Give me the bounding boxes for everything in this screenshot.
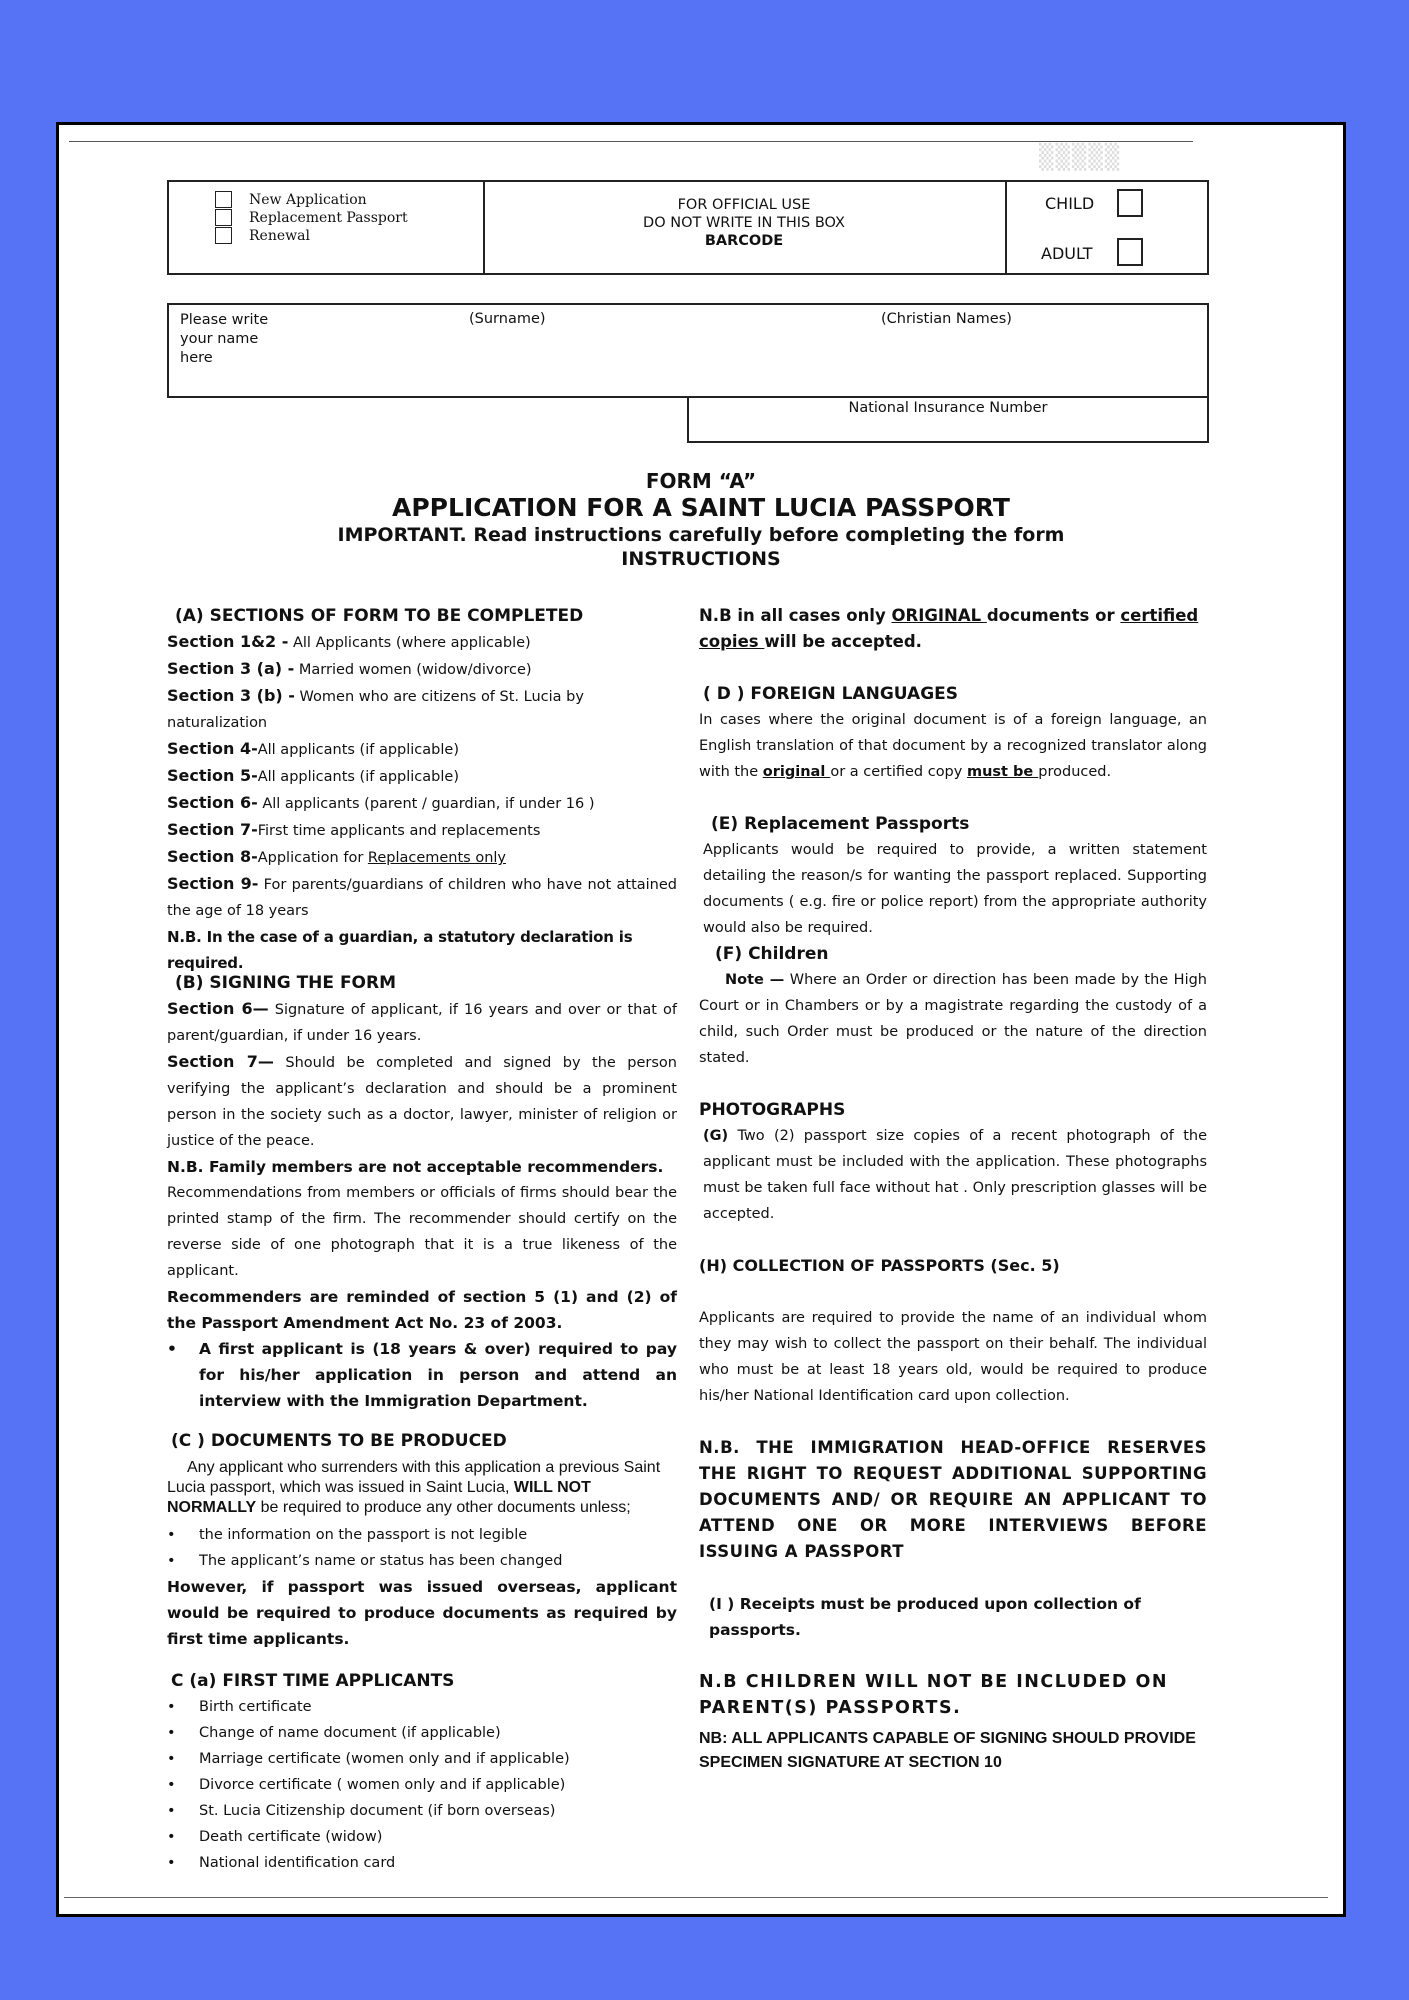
foreign-text-mid: or a certified copy — [830, 764, 967, 780]
renewal-label: Renewal — [249, 228, 310, 244]
receipts-note: (I ) Receipts must be produced upon collection of passports. — [709, 1595, 1141, 1639]
collection-text: Applicants are required to provide the name of an individual whom they may wish to collect the passport on their behalf. The individual who must be at least 18 years old, would be required to produce his/her National Identification card upon collection. — [699, 1310, 1207, 1404]
section-c-heading: (C ) DOCUMENTS TO BE PRODUCED — [171, 1431, 507, 1451]
form-a-heading: FORM “A” — [645, 469, 757, 493]
application-type-cell — [169, 182, 485, 273]
overseas-note: However, if passport was issued overseas, applicant would be required to produce documents as required by first time applicants. — [167, 1578, 677, 1648]
christian-names-label: (Christian Names) — [881, 311, 1012, 327]
replacements-only-text: Replacements only — [367, 850, 507, 866]
replacement-passport-label: Replacement Passport — [249, 210, 408, 226]
signature-note: NB: ALL APPLICANTS CAPABLE OF SIGNING SHOULD PROVIDE SPECIMEN SIGNATURE AT SECTION 10 — [699, 1730, 1196, 1771]
replacement-passport-checkbox[interactable] — [215, 209, 232, 226]
section-label: Section 3 (a) - — [167, 659, 295, 678]
serial-stamp: ▒▒▒▒▒ — [1039, 143, 1122, 171]
section-text: Signature of applicant, if 16 years and over or that of parent/guardian, if under 16 years. — [167, 1002, 678, 1044]
section-text: Application for — [257, 850, 368, 866]
application-type-box — [167, 180, 1209, 275]
section-line — [167, 817, 677, 844]
first-time-bullet: • Change of name document (if applicable) — [167, 1720, 677, 1746]
name-box[interactable] — [167, 303, 1209, 398]
note-label: Note — — [725, 972, 785, 988]
will-not-normally-text: WILL NOT NORMALLY — [167, 1479, 591, 1516]
originals-text-end: will be accepted. — [764, 632, 922, 651]
surname-label: (Surname) — [469, 311, 546, 327]
must-be-underlined: must be — [966, 764, 1039, 780]
originals-text-mid: documents or — [986, 606, 1121, 625]
first-time-bullet: • Birth certificate — [167, 1694, 677, 1720]
section-label: Section 8- — [167, 847, 258, 866]
section-label: Section 4- — [167, 739, 258, 758]
section-line — [167, 683, 677, 736]
originals-text: N.B in all cases only — [699, 606, 892, 625]
section-h-heading: (H) COLLECTION OF PASSPORTS (Sec. 5) — [699, 1256, 1060, 1275]
section-text: Women who are citizens of St. Lucia by naturalization — [167, 689, 584, 731]
section-label: Section 1&2 - — [167, 632, 289, 651]
bottom-rule — [64, 1897, 1328, 1898]
recommenders-reminder: Recommenders are reminded of section 5 (1) and (2) of the Passport Amendment Act No. 23 of 2003. — [167, 1288, 677, 1332]
child-checkbox[interactable] — [1117, 189, 1143, 217]
name-prompt-line: Please write — [180, 312, 269, 328]
section-f-heading: (F) Children — [715, 944, 829, 964]
section-8-line — [167, 844, 677, 871]
section-text: All Applicants (where applicable) — [288, 635, 531, 651]
do-not-write-line: DO NOT WRITE IN THIS BOX — [643, 215, 845, 231]
section-text: All applicants (if applicable) — [257, 769, 459, 785]
section-e-heading: (E) Replacement Passports — [711, 814, 970, 834]
section-label: Section 9- — [167, 874, 259, 893]
section-text: All applicants (parent / guardian, if under 16 ) — [257, 796, 595, 812]
child-label: CHILD — [1045, 194, 1095, 213]
child-adult-cell — [1007, 182, 1207, 273]
adult-label: ADULT — [1041, 244, 1093, 263]
adult-checkbox[interactable] — [1117, 238, 1143, 266]
children-text: Where an Order or direction has been made by the High Court or in Chambers or by a magistrate regarding the custody of a child, such Order must be produced or the nature of the direction stated. — [699, 972, 1207, 1066]
section-7-signing — [167, 1049, 677, 1154]
section-9-line — [167, 871, 677, 924]
original-underlined: original — [762, 764, 831, 780]
section-line — [167, 736, 677, 763]
g-label: (G) — [703, 1128, 729, 1144]
top-rule — [69, 141, 1193, 142]
original-underlined: ORIGINAL — [891, 606, 987, 625]
section-label: Section 6- — [167, 793, 258, 812]
recommendations-text: Recommendations from members or officials of firms should bear the printed stamp of the firm. The recommender should certify on the reverse side of one photograph that it is a true likeness of the applicant. — [167, 1185, 677, 1279]
section-6-signing — [167, 996, 677, 1049]
name-prompt — [180, 311, 268, 368]
right-column — [699, 603, 1207, 1775]
photographs-text — [699, 1123, 1207, 1227]
foreign-languages-text — [699, 707, 1207, 785]
left-column — [167, 603, 677, 1876]
form-page — [56, 122, 1346, 1917]
name-prompt-line: here — [180, 350, 213, 366]
section-text: Married women (widow/divorce) — [294, 662, 532, 678]
section-line — [167, 629, 677, 656]
section-line — [167, 790, 677, 817]
first-time-bullet: • National identification card — [167, 1850, 677, 1876]
foreign-text: In cases where the original document is of a foreign language, an English translation of that document by a recognized translator along with the — [699, 712, 1207, 780]
new-application-checkbox[interactable] — [215, 191, 232, 208]
national-insurance-box[interactable] — [687, 396, 1209, 443]
documents-text: Any applicant who surrenders with this application a previous Saint Lucia passport, which was issued in Saint Lucia, — [167, 1459, 661, 1496]
documents-bullet: • the information on the passport is not legible — [167, 1522, 677, 1548]
section-text: For parents/guardians of children who have not attained the age of 18 years — [167, 877, 677, 919]
documents-text-end: be required to produce any other documents unless; — [256, 1499, 631, 1516]
first-time-bullet: • Marriage certificate (women only and if applicable) — [167, 1746, 677, 1772]
barcode-label: BARCODE — [704, 233, 784, 249]
first-applicant-bullet: • A first applicant is (18 years & over) required to pay for his/her application in person and attend an interview with the Immigration Department. — [167, 1336, 677, 1414]
important-text: Read instructions carefully before completing the form — [473, 524, 1065, 546]
section-line — [167, 763, 677, 790]
certified-copies-underlined: certified copies — [699, 606, 1199, 651]
section-label: Section 7— — [167, 1052, 274, 1071]
section-label: Section 6— — [167, 999, 269, 1018]
documents-bullet: • The applicant’s name or status has been changed — [167, 1548, 677, 1574]
guardian-note: N.B. In the case of a guardian, a statutory declaration is required. — [167, 928, 633, 972]
section-text: All applicants (if applicable) — [257, 742, 459, 758]
children-note — [699, 967, 1207, 1071]
family-members-note: N.B. Family members are not acceptable recommenders. — [167, 1158, 664, 1176]
first-time-bullet: • Death certificate (widow) — [167, 1824, 677, 1850]
replacement-text: Applicants would be required to provide, a written statement detailing the reason/s for wanting the passport replaced. Supporting documents ( e.g. fire or police report) from the appropriate authority would also be required. — [703, 842, 1207, 936]
section-b-heading: (B) SIGNING THE FORM — [175, 973, 397, 993]
official-use-cell — [483, 182, 1007, 273]
first-time-bullet: • Divorce certificate ( women only and if applicable) — [167, 1772, 677, 1798]
national-insurance-label: National Insurance Number — [848, 400, 1048, 416]
photographs-body: Two (2) passport size copies of a recent photograph of the applicant must be included with the application. These photographs must be taken full face without hat . Only prescription glasses will be accepted. — [703, 1128, 1207, 1222]
important-label: IMPORTANT. — [337, 524, 467, 546]
new-application-label: New Application — [249, 192, 367, 208]
documents-paragraph — [167, 1458, 677, 1518]
section-line — [167, 656, 677, 683]
section-label: Section 3 (b) - — [167, 686, 295, 705]
official-use-line: FOR OFFICIAL USE — [677, 197, 811, 213]
section-ca-heading: C (a) FIRST TIME APPLICANTS — [171, 1671, 455, 1691]
section-text: Should be completed and signed by the person verifying the applicant’s declaration and should be a prominent person in the society such as a doctor, lawyer, minister of religion or justice of the peace. — [167, 1055, 677, 1149]
immigration-note: N.B. THE IMMIGRATION HEAD-OFFICE RESERVES THE RIGHT TO REQUEST ADDITIONAL SUPPORTING DOCUMENTS AND/ OR REQUIRE AN APPLICANT TO ATTEND ONE OR MORE INTERVIEWS BEFORE ISSUING A PASSPORT — [699, 1438, 1207, 1561]
instructions-heading: INSTRUCTIONS — [621, 548, 781, 570]
name-prompt-line: your name — [180, 331, 259, 347]
important-line — [59, 524, 1343, 546]
section-label: Section 5- — [167, 766, 258, 785]
first-time-bullet: • St. Lucia Citizenship document (if born overseas) — [167, 1798, 677, 1824]
section-text: First time applicants and replacements — [257, 823, 541, 839]
children-passport-note: N.B CHILDREN WILL NOT BE INCLUDED ON PARENT(S) PASSPORTS. — [699, 1672, 1169, 1718]
renewal-checkbox[interactable] — [215, 227, 232, 244]
originals-note — [699, 603, 1207, 655]
section-label: Section 7- — [167, 820, 258, 839]
section-a-heading: (A) SECTIONS OF FORM TO BE COMPLETED — [175, 606, 584, 626]
photographs-heading: PHOTOGRAPHS — [699, 1100, 846, 1120]
foreign-text-end: produced. — [1038, 764, 1112, 780]
section-d-heading: ( D ) FOREIGN LANGUAGES — [703, 684, 959, 704]
page-title: APPLICATION FOR A SAINT LUCIA PASSPORT — [392, 493, 1010, 522]
